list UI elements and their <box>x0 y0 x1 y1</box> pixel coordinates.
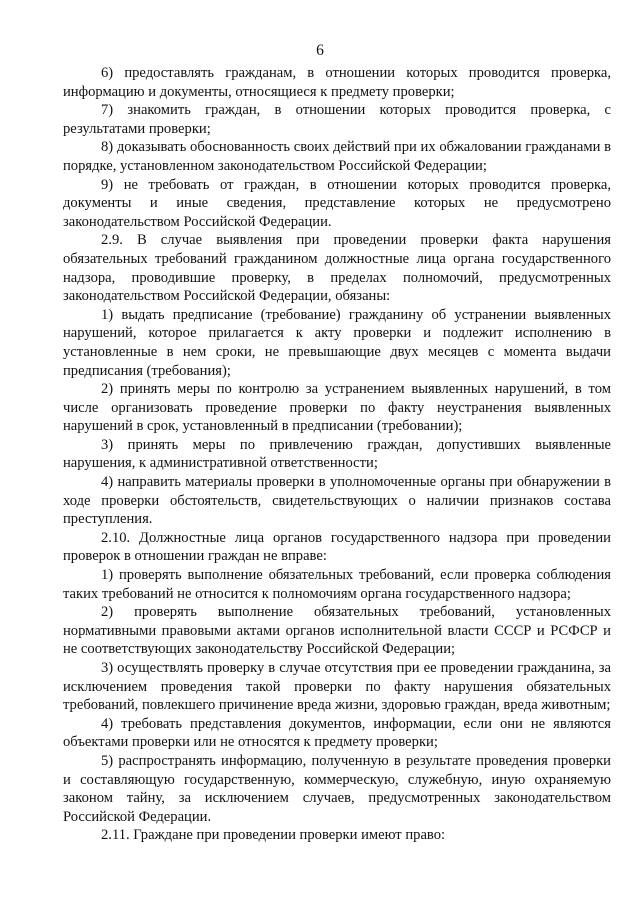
paragraph-item-9: 9) не требовать от граждан, в отношении которых проводится проверка, документы и иные сведения, представление которых не предусмотрено законодательством Российской Федерации. <box>63 176 611 230</box>
paragraph-item-6: 6) предоставлять гражданам, в отношении которых проводится проверка, информацию и документы, относящиеся к предмету проверки; <box>63 65 611 100</box>
document-body <box>63 64 611 845</box>
section-2-9-item-2: 2) принять меры по контролю за устранением выявленных нарушений, в том числе организовать проведение проверки по факту неустранения выявленных нарушений в срок, установленный в предписании (требовании); <box>63 381 611 435</box>
paragraph-item-7: 7) знакомить граждан, в отношении которых проводится проверка, с результатами проверки; <box>63 102 611 137</box>
section-2-9-item-1: 1) выдать предписание (требование) гражданину об устранении выявленных нарушений, которое прилагается к акту проверки и подлежит исполнению в установленные в нем сроки, не превышающие двух месяцев с момента выдачи предписания (требования); <box>63 306 611 379</box>
section-2-9-item-3: 3) принять меры по привлечению граждан, допустивших выявленные нарушения, к административной ответственности; <box>63 436 611 472</box>
section-2-10-item-5: 5) распространять информацию, полученную в результате проведения проверки и составляющую государственную, коммерческую, служебную, иную охраняемую законом тайну, за исключением случаев, предусмотренных законодательством Российской Федерации. <box>63 752 611 825</box>
section-2-10: 2.10. Должностные лица органов государственного надзора при проведении проверок в отношении граждан не вправе: <box>63 529 611 565</box>
section-2-9: 2.9. В случае выявления при проведении проверки факта нарушения обязательных требований гражданином должностные лица органа государственного надзора, проводившие проверку, в пределах полномочий, предусмотренных законодательством Российской Федерации, обязаны: <box>63 232 611 305</box>
page-number: 6 <box>316 42 324 59</box>
section-2-10-item-3: 3) осуществлять проверку в случае отсутствия при ее проведении гражданина, за исключением проведения такой проверки по факту нарушения обязательных требований, повлекшего причинение вреда жизни, здоровью граждан, вреда животным; <box>63 660 611 714</box>
paragraph-item-8: 8) доказывать обоснованность своих действий при их обжаловании гражданами в порядке, установленном законодательством Российской Федерации; <box>63 139 611 174</box>
section-2-9-item-4: 4) направить материалы проверки в уполномоченные органы при обнаружении в ходе проверки обстоятельств, свидетельствующих о наличии признаков состава преступления. <box>63 474 611 528</box>
section-2-10-item-1: 1) проверять выполнение обязательных требований, если проверка соблюдения таких требований не относится к полномочиям органа государственного надзора; <box>63 567 611 602</box>
section-2-10-item-2: 2) проверять выполнение обязательных требований, установленных нормативными правовыми актами органов исполнительной власти СССР и РСФСР и не соответствующих законодательству Российской Федерации; <box>63 604 611 658</box>
section-2-10-item-4: 4) требовать представления документов, информации, если они не являются объектами проверки или не относятся к предмету проверки; <box>63 715 611 751</box>
section-2-11: 2.11. Граждане при проведении проверки имеют право: <box>101 827 446 844</box>
